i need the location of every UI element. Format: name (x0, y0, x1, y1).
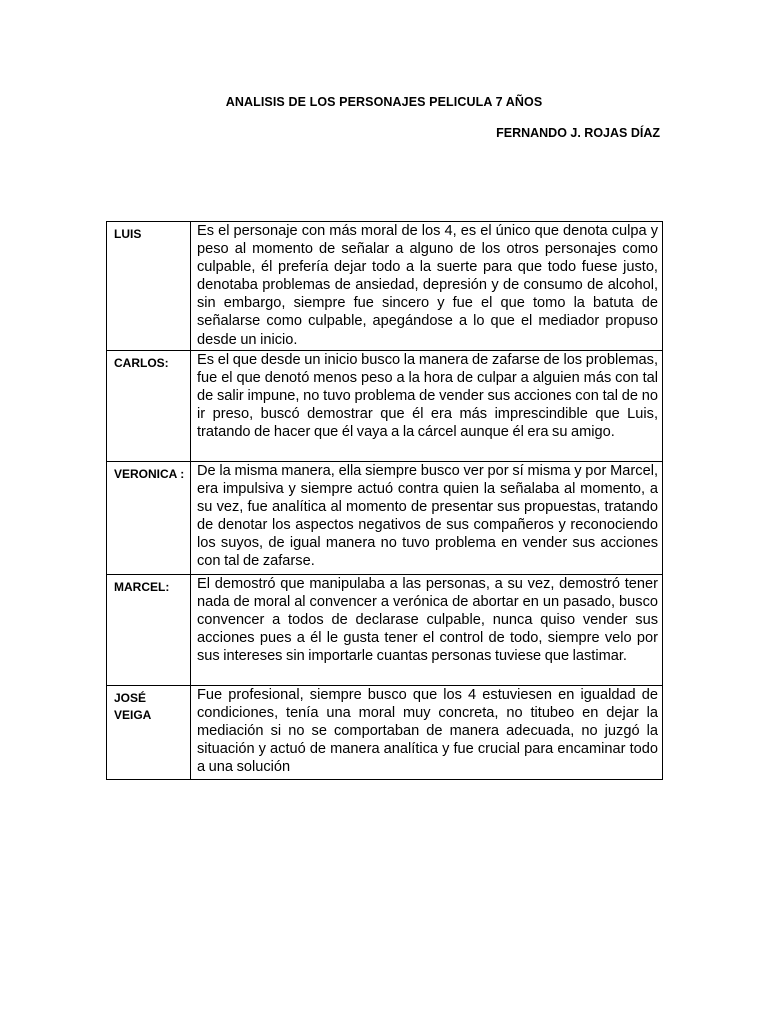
table-row (107, 222, 663, 351)
character-name: JOSÉ VEIGA (107, 686, 191, 780)
table-row (107, 462, 663, 575)
character-analysis-table (106, 221, 663, 780)
table-row (107, 686, 663, 780)
character-name: MARCEL: (107, 575, 191, 686)
character-description: De la misma manera, ella siempre busco ver por sí misma y por Marcel, era impulsiva y siempre actuó contra quien la señalaba al momento, a su vez, fue analítica al momento de presentar sus propuestas, tratando de denotar los aspectos negativos de sus compañeros y reconociendo los suyos, de igual manera no tuvo problema en vender sus acciones con tal de zafarse. (191, 462, 663, 575)
character-name: CARLOS: (107, 351, 191, 462)
character-description: Es el personaje con más moral de los 4, es el único que denota culpa y peso al momento de señalar a alguno de los otros personajes como culpable, él prefería dejar todo a la suerte para que todo fuese justo, denotaba problemas de ansiedad, depresión y de consumo de alcohol, sin embargo, siempre fue sincero y fue el que tomo la batuta de señalarse como culpable, apegándose a lo que el mediador propuso desde un inicio. (191, 222, 663, 351)
character-description: Es el que desde un inicio busco la manera de zafarse de los problemas, fue el que denotó menos peso a la hora de culpar a alguien más con tal de salir impune, no tuvo problema de vender sus acciones con tal de no ir preso, buscó demostrar que él era más imprescindible que Luis, tratando de hacer que él vaya a la cárcel aunque él era su amigo. (191, 351, 663, 462)
character-description: Fue profesional, siempre busco que los 4 estuviesen en igualdad de condiciones, tenía una moral muy concreta, no titubeo en dejar la mediación si no se comportaban de manera adecuada, no juzgó la situación y actuó de manera analítica y fue crucial para encaminar todo a una solución (191, 686, 663, 780)
document-title: ANALISIS DE LOS PERSONAJES PELICULA 7 AÑOS (225, 95, 543, 109)
character-description: El demostró que manipulaba a las personas, a su vez, demostró tener nada de moral al convencer a verónica de abortar en un pasado, busco convencer a todos de declarase culpable, nunca quiso vender sus acciones pues a él le gusta tener el control de todo, siempre velo por sus intereses sin importarle cuantas personas tuviese que lastimar. (191, 575, 663, 686)
table-row (107, 575, 663, 686)
character-name: LUIS (107, 222, 191, 351)
table-row (107, 351, 663, 462)
author-name: FERNANDO J. ROJAS DÍAZ (496, 126, 660, 140)
character-name: VERONICA : (107, 462, 191, 575)
